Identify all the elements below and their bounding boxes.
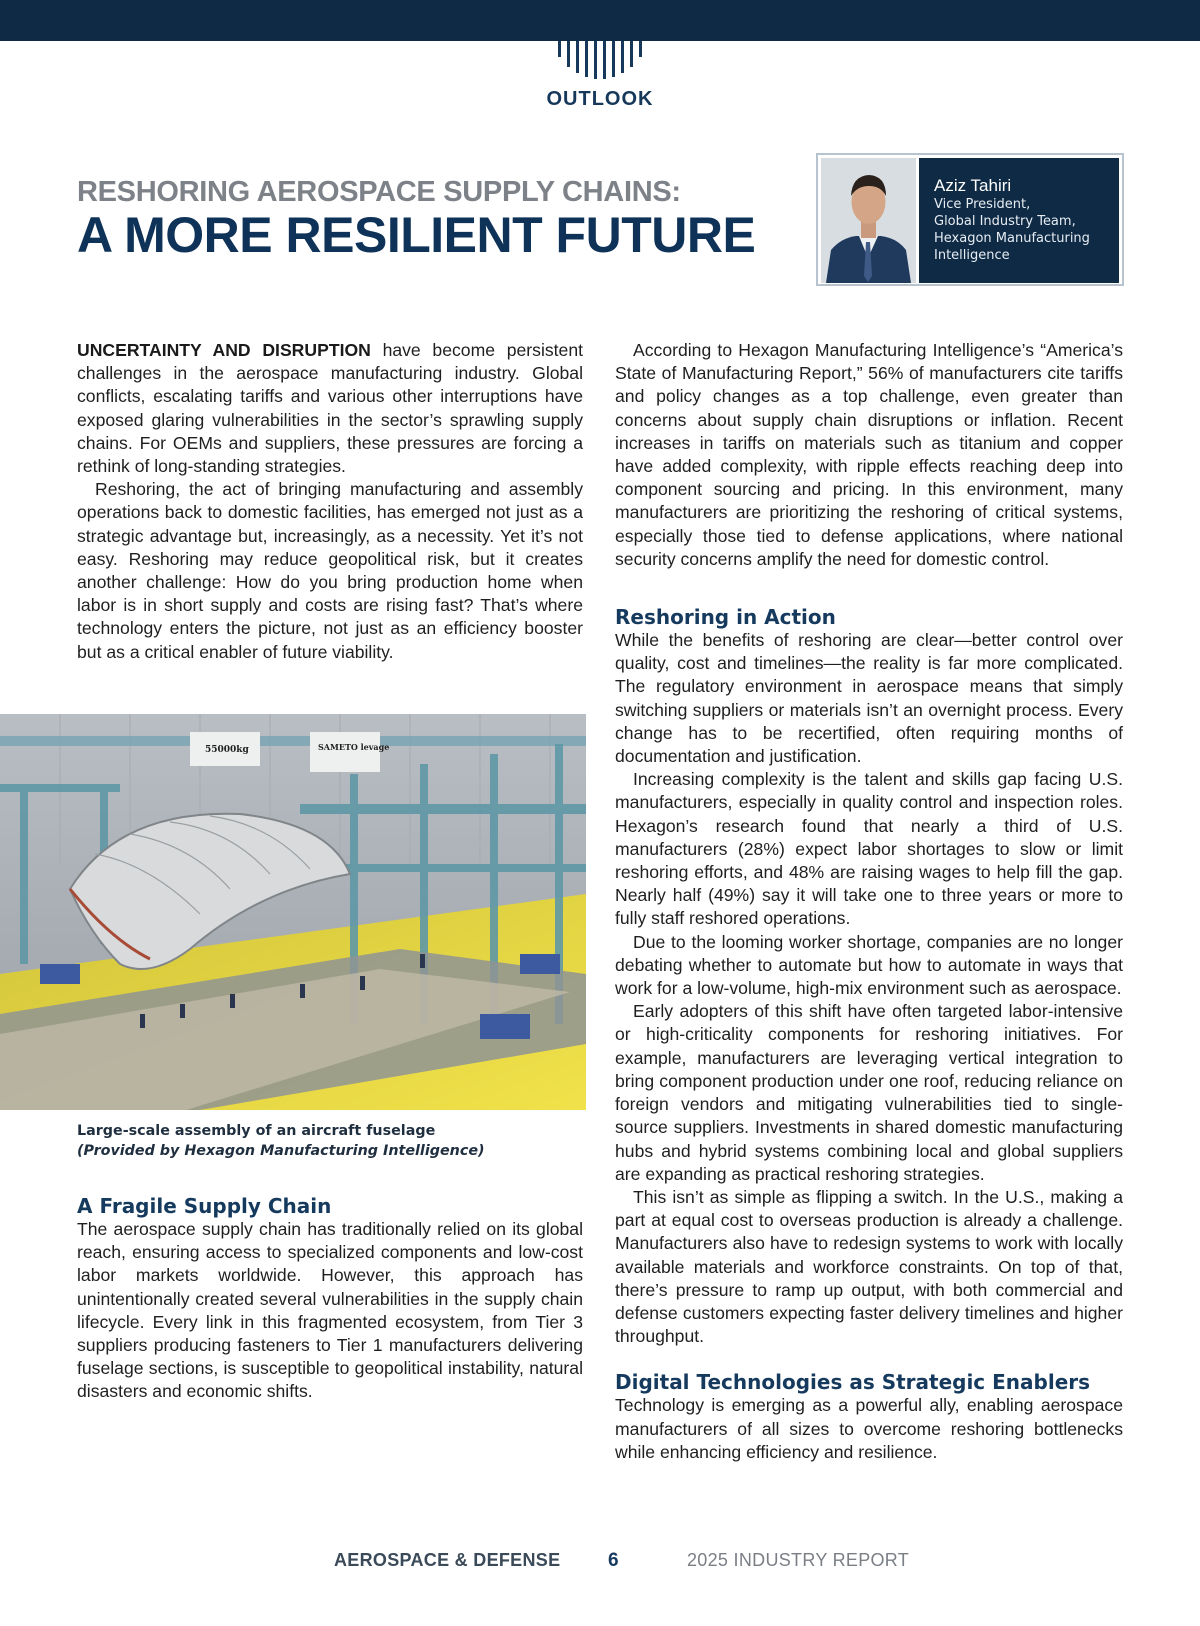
body-paragraph: The aerospace supply chain has traditionally relied on its global reach, ensuring access to specialized components and low-cost labor markets worldwide. However, this approach has unintentionally created several vulnerabilities in the supply chain lifecycle. Every link in this fragmented ecosystem, from Tier 3 suppliers producing fasteners to Tier 1 manufacturers delivering fuselage sections, is susceptible to geopolitical instability, natural disasters and economic shifts. xyxy=(77,1219,583,1402)
photo-caption xyxy=(77,1121,583,1161)
body-paragraph: Reshoring, the act of bringing manufacturing and assembly operations back to domestic facilities, has emerged not just as a strategic advantage but, increasingly, as a necessity. Yet it’s not easy. Reshoring may reduce geopolitical risk, but it creates another challenge: How do you bring production home when labor is in short supply and costs are rising fast? That’s where technology enters the picture, not just as an efficiency booster but as a critical enabler of future viability. xyxy=(77,479,583,662)
intro-lead: UNCERTAINTY AND DISRUPTION xyxy=(77,340,371,360)
author-role-line: Intelligence xyxy=(934,248,1010,263)
body-paragraph: Early adopters of this shift have often targeted labor-intensive or high-criticality components for reshoring initiatives. For example, manufacturers are leveraging vertical integration to bring component production under one roof, reducing reliance on foreign vendors and mitigating vulnerabilities tied to single-source suppliers. Investments in shared domestic manufacturing hubs and hybrid systems combining local and global suppliers are expanding as practical reshoring strategies. xyxy=(615,1001,1123,1184)
intro-column xyxy=(77,339,583,664)
top-banner xyxy=(0,0,1200,41)
body-paragraph: Technology is emerging as a powerful ally, enabling aerospace manufacturers of all sizes to overcome reshoring bottlenecks while enhancing efficiency and resilience. xyxy=(615,1395,1123,1462)
fuselage-assembly-photo xyxy=(0,714,586,1110)
section-label: OUTLOOK xyxy=(546,88,654,110)
intro-paragraph xyxy=(77,339,583,478)
author-card xyxy=(816,153,1124,286)
crane-brand-sign: SAMETO levage xyxy=(318,742,390,752)
author-role-line: Vice President, xyxy=(934,197,1031,212)
footer-page-number: 6 xyxy=(608,1550,619,1571)
crane-weight-sign: 55000kg xyxy=(205,745,249,755)
caption-credit: (Provided by Hexagon Manufacturing Intelligence) xyxy=(77,1143,485,1159)
article-title: A MORE RESILIENT FUTURE xyxy=(77,207,756,263)
body-paragraph: Increasing complexity is the talent and skills gap facing U.S. manufacturers, especially in quality control and inspection roles. Hexagon’s research found that nearly a third of U.S. manufacturers (28%) expect labor shortages to slow or limit reshoring efforts, and 48% are raising wages to help fill the gap. Nearly half (49%) say it will take one to three years or more to fully staff reshored operations. xyxy=(615,769,1123,929)
body-paragraph: While the benefits of reshoring are clear—better control over quality, cost and timelines—the reality is far more complicated. The regulatory environment in aerospace means that simply switching suppliers or materials isn’t an overnight process. Every change has to be recertified, often requiring months of documentation and justification. xyxy=(615,630,1123,767)
fragile-section xyxy=(77,1194,583,1404)
footer-report: 2025 INDUSTRY REPORT xyxy=(687,1550,910,1570)
right-column xyxy=(615,339,1123,1464)
footer-publication: AEROSPACE & DEFENSE xyxy=(334,1550,561,1570)
author-info xyxy=(919,158,1119,283)
author-role-line: Global Industry Team, xyxy=(934,214,1076,229)
body-paragraph: This isn’t as simple as flipping a switch. In the U.S., making a part at equal cost to overseas production is already a challenge. Manufacturers also have to redesign systems to work with locally available materials and workforce constraints. On top of that, there’s pressure to ramp up output, with both commercial and defense customers expecting faster delivery timelines and higher throughput. xyxy=(615,1186,1123,1347)
article-subtitle: RESHORING AEROSPACE SUPPLY CHAINS: xyxy=(77,176,681,208)
body-paragraph: Due to the looming worker shortage, companies are no longer debating whether to automate but how to automate in ways that work for a low-volume, high-mix environment such as aerospace. xyxy=(615,931,1123,999)
section-heading: A Fragile Supply Chain xyxy=(77,1194,332,1218)
author-role-line: Hexagon Manufacturing xyxy=(934,231,1090,246)
section-heading: Digital Technologies as Strategic Enablers xyxy=(615,1370,1091,1395)
intro-text: have become persistent challenges in the aerospace manufacturing industry. Global conflicts, escalating tariffs and various other interruptions have exposed glaring vulnerabilities in the sector’s sprawling supply chains. For OEMs and suppliers, these pressures are forcing a rethink of long-standing strategies. xyxy=(77,340,584,477)
caption-text: Large-scale assembly of an aircraft fuselage xyxy=(77,1123,436,1139)
section-heading: Reshoring in Action xyxy=(615,605,836,630)
author-name: Aziz Tahiri xyxy=(934,176,1012,195)
body-paragraph: According to Hexagon Manufacturing Intelligence’s “America’s State of Manufacturing Report,” 56% of manufacturers cite tariffs and policy changes as a top challenge, even greater than concerns about supply chain disruptions or inflation. Recent increases in tariffs on materials such as titanium and copper have added complexity, with ripple effects reaching deep into component sourcing and pricing. In this environment, many manufacturers are prioritizing the reshoring of critical systems, especially those tied to defense applications, where national security concerns amplify the need for domestic control. xyxy=(615,340,1123,569)
author-photo xyxy=(821,158,916,283)
page-footer xyxy=(0,1550,1200,1570)
section-logo-icon xyxy=(558,41,642,79)
